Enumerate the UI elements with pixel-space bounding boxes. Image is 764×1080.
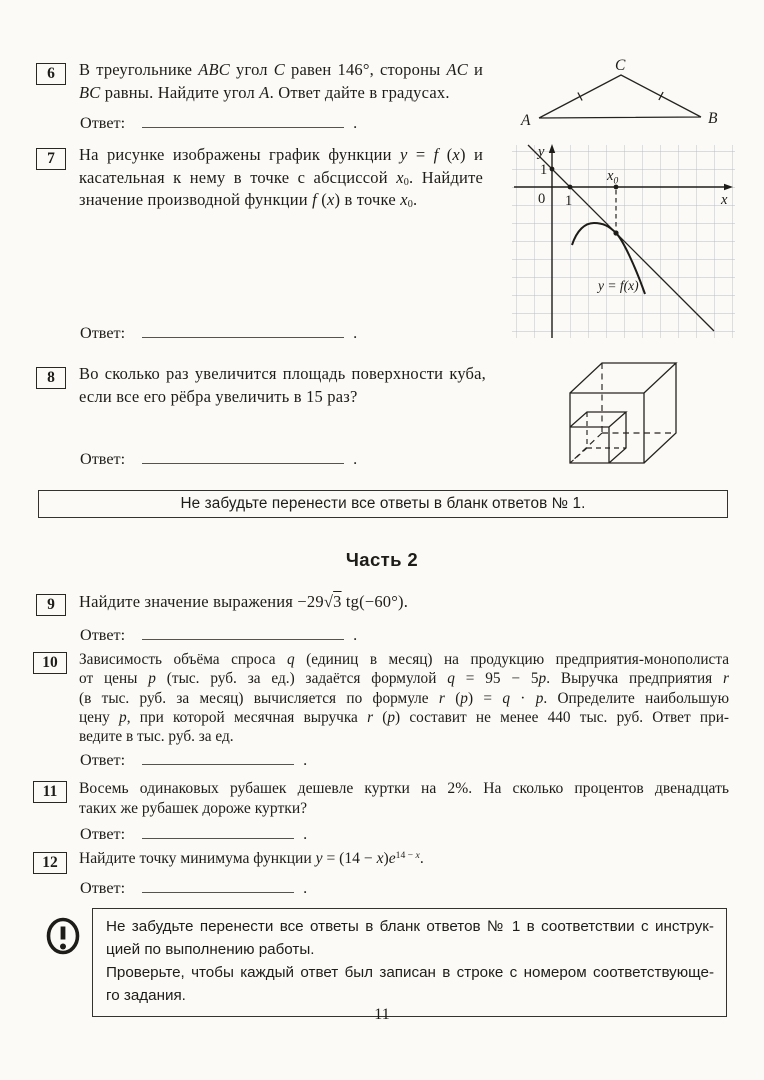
problem-7-text (79, 144, 483, 212)
answer-12-period: . (303, 879, 308, 897)
text-segment: p (119, 708, 127, 726)
text-line (79, 144, 483, 167)
answer-11-label: Ответ: (80, 825, 126, 843)
point-tangency (613, 230, 618, 235)
text-segment: го задания. (106, 987, 186, 1004)
problem-10-text (79, 650, 729, 746)
answer-8-period: . (353, 450, 358, 468)
answer-7-label: Ответ: (80, 324, 126, 342)
text-segment: ) и (459, 145, 483, 164)
text-segment: угол (230, 60, 274, 79)
text-line (79, 386, 486, 409)
problem-6-number: 6 (36, 63, 66, 85)
cube-figure (552, 355, 742, 485)
text-segment: На рисунке изображены график функции (79, 145, 400, 164)
answer-10-label: Ответ: (80, 751, 126, 769)
text-line (79, 689, 729, 708)
text-segment: x (396, 167, 404, 187)
text-segment: x (452, 145, 460, 164)
text-segment: C (273, 60, 285, 79)
text-line (106, 915, 714, 938)
text-line (79, 669, 729, 688)
text-segment: ( (438, 145, 453, 164)
x-tick-1-label: 1 (565, 193, 573, 209)
text-segment: √ (323, 592, 334, 611)
final-instructions-box (92, 908, 727, 1017)
problem-6-text (79, 59, 483, 104)
answer-6-row (80, 113, 357, 133)
answer-9-label: Ответ: (80, 626, 126, 644)
text-segment: A (259, 82, 270, 102)
text-segment: цену (79, 708, 120, 726)
text-segment: касательная к нему в точке с абсциссой (79, 167, 397, 187)
answer-9-period: . (353, 626, 358, 644)
text-segment: ведите в тыс. руб. за ед. (79, 728, 234, 746)
function-graph-figure (512, 142, 738, 340)
text-segment: p (535, 689, 544, 707)
text-line (79, 779, 729, 799)
answer-9-blank[interactable] (142, 626, 344, 640)
text-segment: Найдите точку минимума функции (79, 850, 316, 867)
warning-icon (45, 916, 82, 958)
text-segment: если все его рёбра увеличить в 15 раз? (79, 386, 358, 406)
text-segment: y (399, 145, 408, 164)
text-segment: ) составит не менее 440 тыс. руб. Ответ при- (395, 708, 729, 726)
text-segment: В треугольнике (79, 60, 199, 79)
text-segment: и (467, 60, 484, 79)
point-y1 (550, 167, 555, 172)
text-line (79, 727, 729, 746)
text-segment: · (509, 689, 536, 707)
problem-7-number: 7 (36, 148, 66, 170)
text-segment: x (415, 850, 420, 862)
text-segment: Проверьте, чтобы каждый ответ был записан в строке с номером соответствующе- (106, 964, 714, 981)
text-segment: , при которой месячная выручка (126, 708, 368, 726)
text-segment: e (388, 850, 396, 867)
text-segment: p (387, 708, 396, 726)
text-segment: Не забудьте перенести все ответы в бланк ответов № 1 в соответствии с инструк- (106, 918, 714, 935)
problem-9-number: 9 (36, 594, 66, 616)
text-segment: . (413, 190, 418, 209)
reminder-text: Не забудьте перенести все ответы в бланк ответов № 1. (180, 495, 586, 512)
answer-11-period: . (303, 825, 308, 843)
part-2-heading: Часть 2 (345, 549, 419, 570)
text-line (79, 363, 486, 386)
answer-10-row (80, 750, 307, 770)
text-segment: f (433, 145, 439, 164)
answer-10-blank[interactable] (142, 751, 294, 765)
text-segment: от цены (79, 670, 149, 688)
text-segment: ( (373, 708, 388, 726)
text-segment: ( (444, 689, 461, 707)
y-tick-1-label: 1 (540, 162, 548, 178)
answer-12-row (80, 878, 307, 898)
problem-11-number: 11 (33, 781, 67, 803)
text-segment: значение производной функции (79, 190, 313, 209)
triangle-edges (539, 75, 701, 118)
page-number: 11 (374, 1006, 390, 1023)
text-segment: (в тыс. руб. за месяц) вычисляется по формуле (79, 689, 439, 707)
text-segment: y (315, 850, 323, 867)
answer-12-label: Ответ: (80, 879, 126, 897)
text-segment: 14 − (395, 850, 416, 862)
text-line (106, 938, 714, 961)
triangle-figure (519, 56, 725, 128)
vertex-label-b: B (708, 110, 718, 127)
answer-7-period: . (353, 324, 358, 342)
problem-9-text (79, 591, 639, 614)
text-line (79, 189, 483, 212)
text-segment: r (438, 689, 445, 707)
text-line (106, 984, 714, 1007)
x-axis-label: x (721, 192, 728, 208)
answer-7-blank[interactable] (142, 324, 344, 338)
text-segment: x (376, 850, 384, 867)
text-line (79, 82, 483, 105)
text-segment: p (148, 670, 156, 688)
text-segment: . Определите наибольшую (543, 689, 730, 707)
text-segment: f (312, 190, 317, 209)
text-segment: r (723, 670, 729, 688)
text-segment: p (538, 670, 547, 688)
text-segment: ( (316, 190, 327, 209)
answer-12-blank[interactable] (142, 879, 294, 893)
answer-11-blank[interactable] (142, 825, 294, 839)
answer-9-row (80, 625, 357, 645)
text-segment: (единиц в месяц) на продукцию предприятия-монополиста (294, 651, 729, 668)
text-segment: Восемь одинаковых рубашек дешевле куртки на 2%. На сколько процентов двенадцать (79, 780, 729, 797)
text-segment: . (419, 850, 424, 867)
text-segment: ) = (467, 689, 503, 707)
answer-10-period: . (303, 751, 308, 769)
text-segment: = (14 − (322, 850, 377, 867)
problem-8-text (79, 363, 486, 408)
text-segment: q (287, 651, 295, 668)
text-segment: Во сколько раз увеличится площадь поверхности куба, (79, 364, 486, 383)
text-segment: равен 146°, стороны (285, 60, 447, 79)
answer-8-row (80, 449, 357, 469)
problem-11-text (79, 779, 729, 818)
text-line (79, 167, 483, 190)
answer-11-row (80, 824, 307, 844)
text-segment: (тыс. руб. за ед.) задаётся формулой (155, 670, 448, 688)
text-segment: q (447, 670, 455, 688)
equal-side-ticks (578, 92, 663, 101)
text-segment: равны. Найдите угол (100, 82, 260, 102)
point-x1 (568, 185, 573, 190)
text-segment: цией по выполнению работы. (106, 941, 315, 958)
text-segment: ) в точке (334, 190, 401, 209)
problem-10-number: 10 (33, 652, 67, 674)
text-segment: p (460, 689, 468, 707)
text-segment: ) (383, 850, 389, 867)
text-segment: . Ответ дайте в градусах. (269, 82, 450, 102)
vertex-label-c: C (615, 57, 626, 74)
text-line (79, 799, 729, 819)
answer-7-row (80, 323, 357, 343)
text-segment: r (367, 708, 374, 726)
problem-8-number: 8 (36, 367, 66, 389)
text-segment: AC (446, 60, 468, 79)
problem-12-text (79, 849, 729, 869)
text-segment: = 95 − 5 (454, 670, 539, 688)
answer-6-blank[interactable] (142, 114, 344, 128)
text-line (79, 591, 639, 614)
text-line (106, 961, 714, 984)
text-segment: x (400, 190, 408, 209)
x0-label: $x_0$ (607, 168, 619, 187)
text-line (79, 708, 729, 727)
text-segment: Зависимость объёма спроса (79, 651, 287, 668)
text-segment: 0 (403, 176, 410, 188)
answer-8-label: Ответ: (80, 450, 126, 468)
text-segment: tg(−60°). (341, 592, 409, 611)
text-segment: 3 (333, 592, 342, 611)
origin-label: 0 (538, 191, 546, 207)
answer-8-blank[interactable] (142, 450, 344, 464)
text-segment: x (326, 190, 335, 209)
text-segment: = (407, 145, 434, 164)
text-segment: BC (79, 82, 101, 102)
curve-label: y = f(x) (598, 278, 639, 293)
text-segment: ABC (198, 60, 231, 79)
transfer-answers-reminder (38, 490, 728, 518)
text-line (79, 59, 483, 82)
text-segment: q (502, 689, 510, 707)
text-segment: 0 (407, 199, 414, 211)
answer-6-period: . (353, 114, 358, 132)
text-segment: . Найдите (409, 167, 483, 187)
problem-12-number: 12 (33, 852, 67, 874)
vertex-label-a: A (521, 112, 531, 128)
text-segment: . Выручка предприятия (546, 670, 724, 688)
text-segment: таких же рубашек дороже куртки? (79, 799, 308, 817)
text-line (79, 849, 729, 869)
y-axis-label: y (538, 144, 545, 160)
answer-6-label: Ответ: (80, 114, 126, 132)
text-line (79, 650, 729, 669)
text-segment: Найдите значение выражения −29 (79, 592, 324, 611)
